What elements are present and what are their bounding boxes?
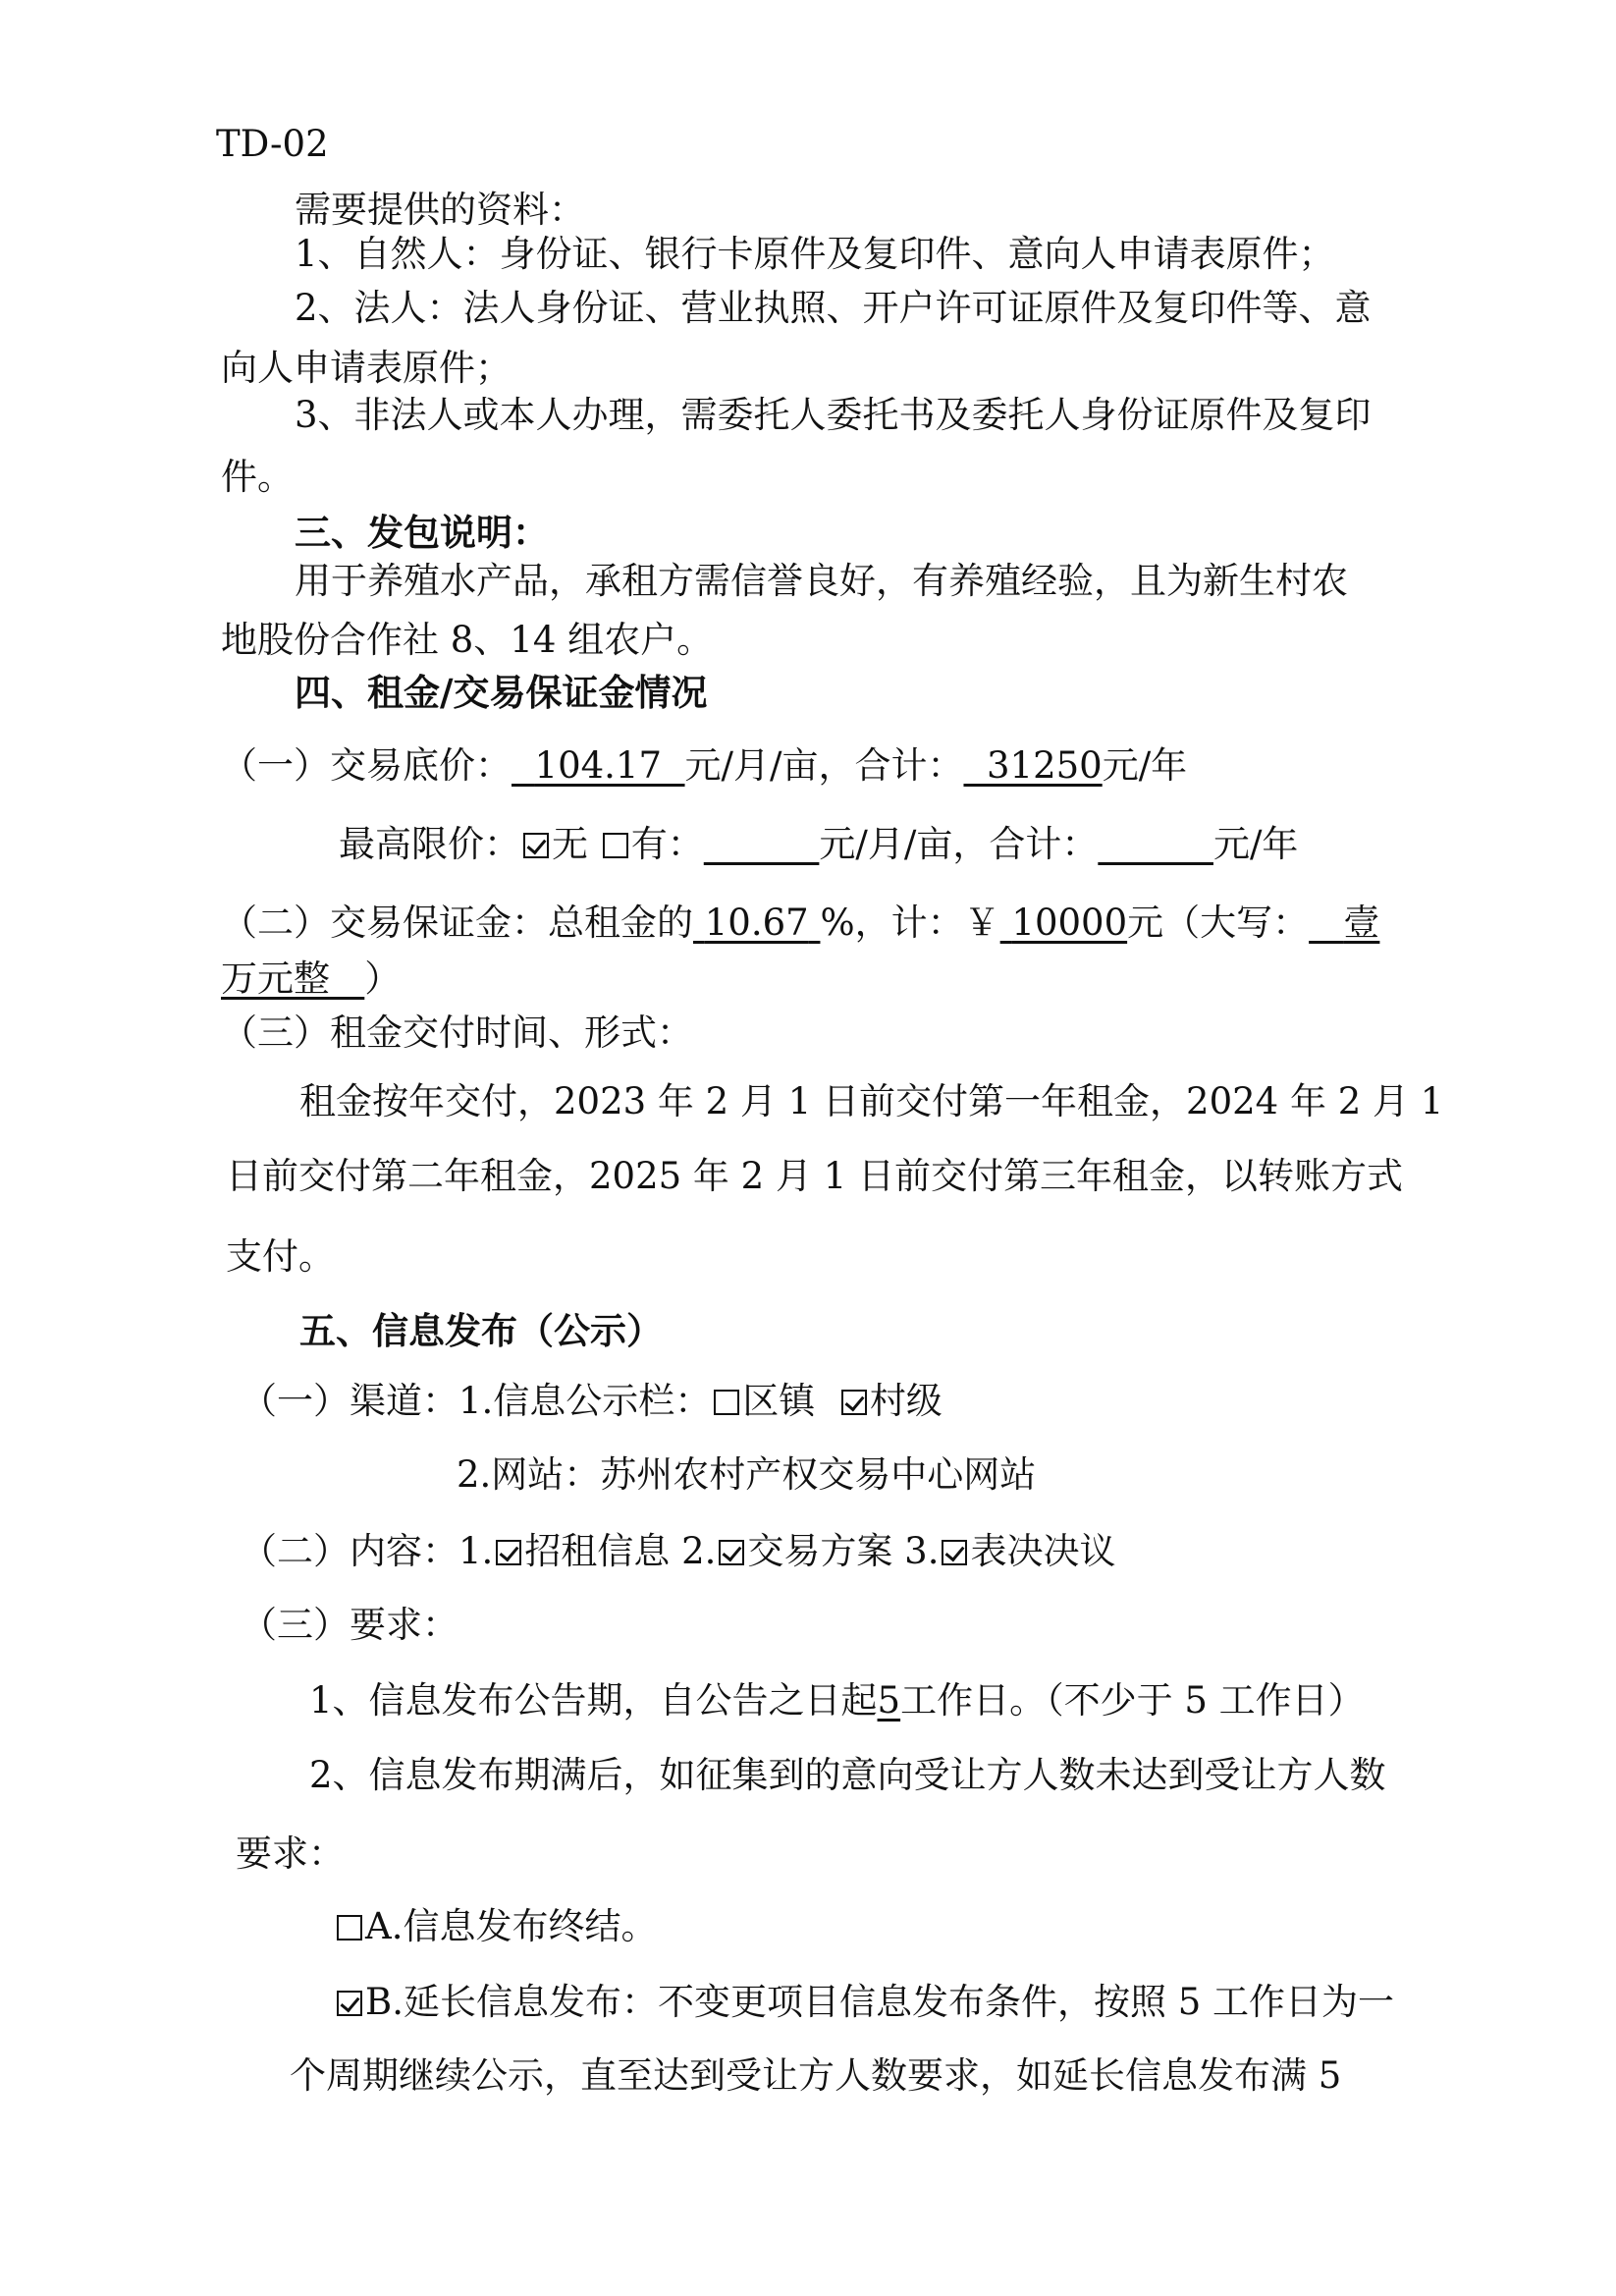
- max-none-checkbox: [523, 833, 549, 858]
- content-2-label: 交易方案 3.: [747, 1530, 940, 1572]
- channel-town-label: 区镇: [742, 1380, 816, 1422]
- document-code: TD-02: [216, 123, 329, 165]
- base-total-unit: 元/年: [1102, 744, 1188, 787]
- base-price-unit: 元/月/亩，合计：: [684, 744, 964, 787]
- deposit-close: ）: [364, 957, 402, 1000]
- deposit-label: （二）交易保证金：总租金的: [221, 902, 693, 944]
- channel-label: （一）渠道：1.信息公示栏：: [241, 1380, 712, 1422]
- channel-line: [241, 1380, 943, 1423]
- deposit-line-cont: [221, 957, 401, 1001]
- requirement-2: 2、信息发布期满后，如征集到的意向受让方人数未达到受让方人数: [309, 1754, 1386, 1796]
- content-2-checkbox: [719, 1540, 744, 1565]
- requirement-2-cont: 要求：: [236, 1832, 345, 1875]
- payment-body-cont-2: 支付。: [226, 1235, 335, 1278]
- option-b-label: B.延长信息发布：不变更项目信息发布条件，按照 5 工作日为一: [365, 1981, 1395, 2023]
- payment-body: 租金按年交付，2023 年 2 月 1 日前交付第一年租金，2024 年 2 月 1: [299, 1080, 1444, 1122]
- content-1-label: 招租信息 2.: [524, 1530, 717, 1572]
- materials-item-3: 3、非法人或本人办理，需委托人委托书及委托人身份证原件及复印: [295, 394, 1372, 436]
- base-price-label: （一）交易底价：: [221, 744, 512, 787]
- max-none-label: 无: [552, 823, 588, 865]
- channel-village-checkbox: [841, 1390, 867, 1415]
- requirement-1-days: 5: [877, 1679, 901, 1722]
- deposit-percent: 10.67: [704, 902, 809, 944]
- requirement-1: 1、信息发布公告期，自公告之日起5工作日。（不少于 5 工作日）: [309, 1679, 1365, 1722]
- max-price-line: [339, 823, 1298, 866]
- materials-item-1: 1、自然人：身份证、银行卡原件及复印件、意向人申请表原件；: [295, 233, 1335, 275]
- payment-body-cont-1: 日前交付第二年租金，2025 年 2 月 1 日前交付第三年租金，以转账方式: [226, 1155, 1404, 1197]
- max-has-checkbox: [603, 833, 628, 858]
- deposit-amount: 10000: [1011, 902, 1128, 944]
- channel-website: 2.网站：苏州农村产权交易中心网站: [457, 1453, 1037, 1496]
- materials-heading: 需要提供的资料：: [295, 189, 585, 231]
- content-line: [241, 1530, 1115, 1573]
- max-price-label: 最高限价：: [339, 823, 520, 865]
- base-price-line: [221, 744, 1187, 788]
- max-total-unit: 元/年: [1212, 823, 1299, 865]
- option-b-checkbox: [337, 1991, 362, 2016]
- option-b-cont: 个周期继续公示，直至达到受让方人数要求，如延长信息发布满 5: [290, 2054, 1342, 2097]
- deposit-words-start: 壹: [1343, 902, 1380, 944]
- section-3-body-cont: 地股份合作社 8、14 组农户。: [221, 619, 714, 661]
- requirements-label: （三）要求：: [241, 1604, 458, 1646]
- section-3-heading: 三、发包说明：: [295, 511, 549, 554]
- content-3-label: 表决决议: [970, 1530, 1116, 1572]
- materials-item-2: 2、法人：法人身份证、营业执照、开户许可证原件及复印件等、意: [295, 287, 1372, 329]
- channel-town-checkbox: [714, 1390, 739, 1415]
- max-price-blank: [704, 823, 820, 865]
- option-a-label: A.信息发布终结。: [365, 1905, 658, 1947]
- materials-item-2-cont: 向人申请表原件；: [221, 347, 512, 389]
- max-has-label: 有：: [630, 823, 704, 865]
- deposit-mid: %，计：￥: [820, 902, 1000, 944]
- deposit-line: [221, 902, 1379, 945]
- channel-village-label: 村级: [869, 1380, 943, 1422]
- option-a-checkbox: [337, 1915, 362, 1941]
- deposit-words-end: 万元整: [221, 957, 330, 1000]
- option-b: [334, 1981, 1394, 2024]
- max-price-unit: 元/月/亩，合计：: [819, 823, 1099, 865]
- content-label: （二）内容：1.: [241, 1530, 494, 1572]
- base-total-value: 31250: [987, 744, 1103, 787]
- section-5-heading: 五、信息发布（公示）: [299, 1309, 663, 1352]
- base-price-value: 104.17: [534, 744, 662, 787]
- section-3-body: 用于养殖水产品，承租方需信誉良好，有养殖经验，且为新生村农: [295, 560, 1348, 602]
- section-4-heading: 四、租金/交易保证金情况: [295, 671, 708, 714]
- max-total-blank: [1098, 823, 1213, 865]
- option-a: [334, 1905, 657, 1948]
- content-1-checkbox: [496, 1540, 521, 1565]
- content-3-checkbox: [942, 1540, 967, 1565]
- materials-item-3-cont: 件。: [221, 456, 294, 498]
- deposit-mid-2: 元（大写：: [1127, 902, 1310, 944]
- payment-label: （三）租金交付时间、形式：: [221, 1011, 693, 1054]
